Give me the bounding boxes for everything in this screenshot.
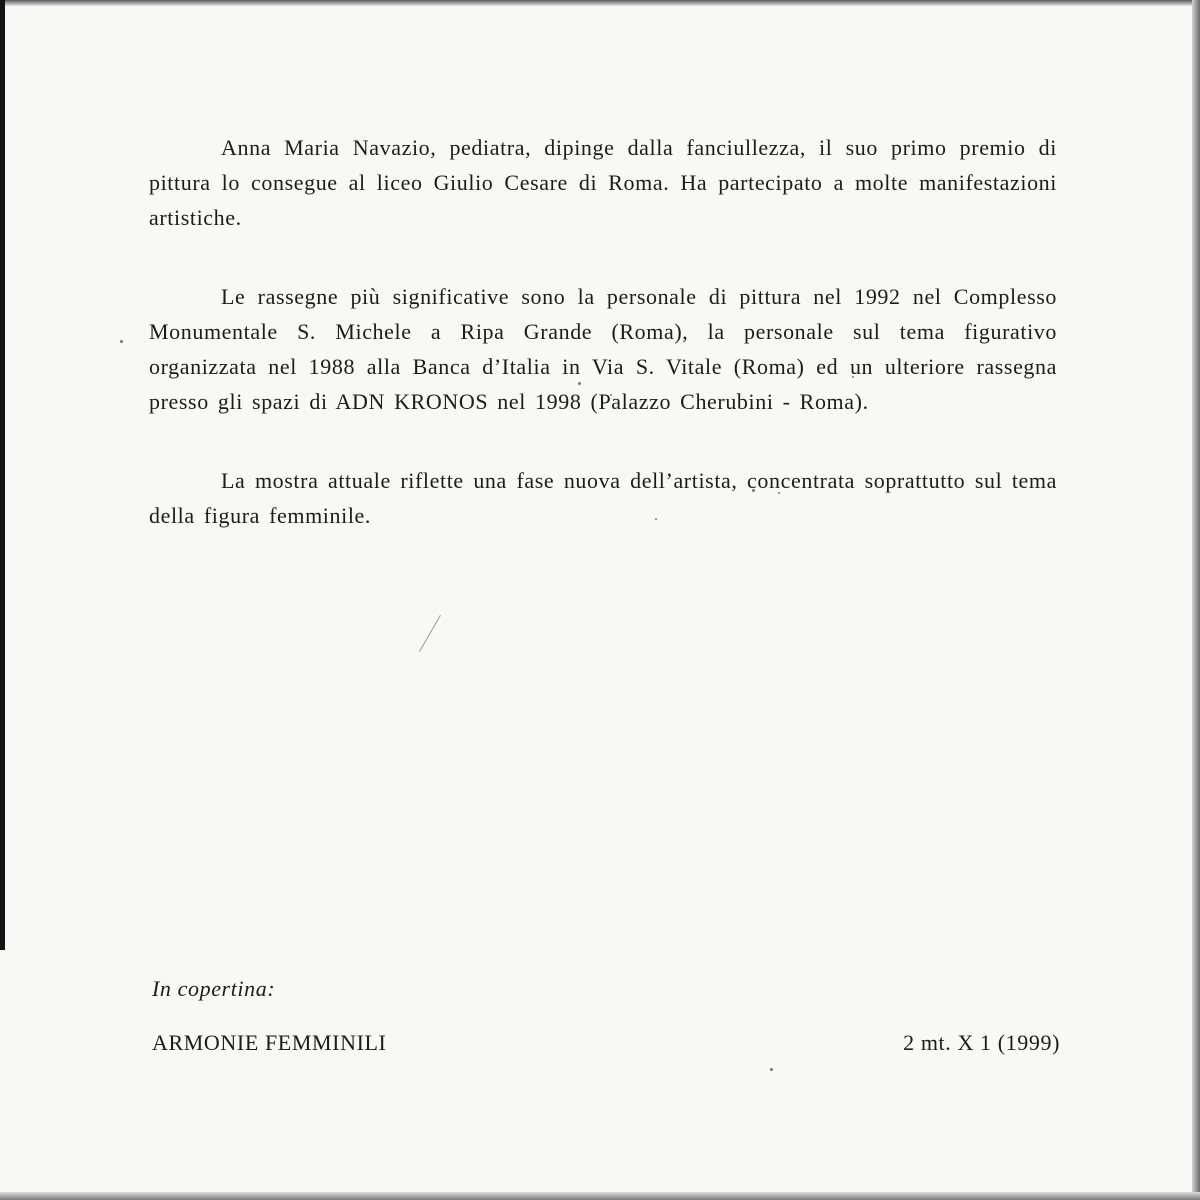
biography-text xyxy=(149,130,1057,577)
cover-caption-heading: In copertina: xyxy=(152,976,276,1001)
artwork-title: ARMONIE FEMMINILI xyxy=(152,1030,387,1055)
page-left-edge xyxy=(0,0,5,950)
paragraph-intro: Anna Maria Navazio, pediatra, dipinge dalla fanciullezza, il suo primo premio di pittura lo consegue al liceo Giulio Cesare di Roma. Ha partecipato a molte manifestazioni artistiche. xyxy=(149,135,1057,230)
artwork-details: 2 mt. X 1 (1999) xyxy=(903,1030,1060,1055)
paragraph-current-show: La mostra attuale riflette una fase nuova dell’artista, concentrata soprattutto sul tema della figura femminile. xyxy=(149,468,1057,528)
scan-speck xyxy=(120,340,123,343)
page-right-edge xyxy=(1192,0,1200,1200)
page-top-edge xyxy=(0,0,1200,6)
scan-speck xyxy=(770,1068,773,1071)
scan-scratch-mark xyxy=(419,615,441,652)
page-bottom-edge xyxy=(0,1192,1200,1200)
cover-caption-row xyxy=(152,1030,1060,1056)
paragraph-exhibitions: Le rassegne più significative sono la personale di pittura nel 1992 nel Complesso Monumentale S. Michele a Ripa Grande (Roma), la personale sul tema figurativo organizzata nel 1988 alla Banca d’Italia in Via S. Vitale (Roma) ed un ulteriore rassegna presso gli spazi di ADN KRONOS nel 1998 (Palazzo Cherubini - Roma). xyxy=(149,284,1057,414)
